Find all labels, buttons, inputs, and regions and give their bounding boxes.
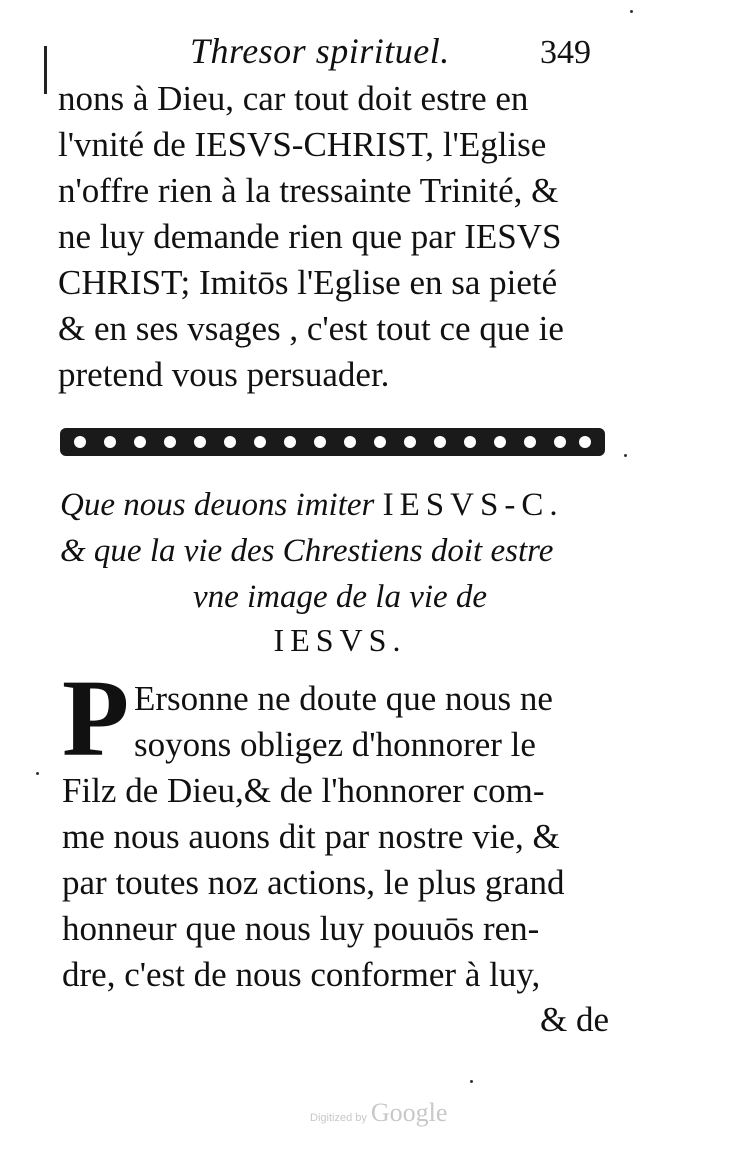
page-number: 349 bbox=[540, 34, 591, 71]
text-line: CHRIST; Imitōs l'Eglise en sa pieté bbox=[58, 263, 558, 302]
digitized-label: Digitized by bbox=[310, 1112, 367, 1124]
text-line: & en ses vsages , c'est tout ce que ie bbox=[58, 309, 564, 348]
text-line: n'offre rien à la tressainte Trinité, & bbox=[58, 171, 559, 210]
paragraph-line: Filz de Dieu,& de l'honnorer com- bbox=[62, 771, 545, 810]
heading-line-3: vne image de la vie de bbox=[192, 579, 488, 615]
paragraph-line: dre, c'est de nous conformer à luy, bbox=[62, 955, 541, 994]
paragraph-line: me nous auons dit par nostre vie, & bbox=[62, 817, 560, 856]
paragraph bbox=[62, 676, 622, 998]
text-line: pretend vous persuader. bbox=[58, 355, 390, 394]
paragraph-line: par toutes noz actions, le plus grand bbox=[62, 863, 565, 902]
margin-mark bbox=[44, 46, 47, 94]
text-line: nons à Dieu, car tout doit estre en bbox=[58, 79, 529, 118]
catchword: & de bbox=[540, 1000, 610, 1039]
heading-line-1 bbox=[60, 482, 620, 528]
heading-italic: Que nous deuons imiter bbox=[60, 487, 383, 523]
digitized-watermark bbox=[310, 1098, 447, 1128]
running-title: Thresor spirituel. bbox=[190, 31, 450, 71]
heading-line-4: IESVS. bbox=[273, 622, 407, 658]
text-line: ne luy demande rien que par IESVS bbox=[58, 217, 562, 256]
paragraph-line: honneur que nous luy pouuōs ren- bbox=[62, 909, 540, 948]
running-head bbox=[0, 22, 732, 72]
heading-line-2: & que la vie des Chrestiens doit estre bbox=[60, 533, 554, 569]
ink-speck bbox=[630, 10, 633, 13]
paragraph-line: Ersonne ne doute que nous ne bbox=[134, 679, 553, 718]
body-text bbox=[58, 76, 618, 398]
decorative-ornament-band bbox=[60, 422, 605, 462]
ink-speck bbox=[624, 454, 627, 457]
ink-speck bbox=[470, 1080, 473, 1083]
ink-speck bbox=[36, 772, 39, 775]
paragraph-line: soyons obligez d'honnorer le bbox=[134, 725, 536, 764]
heading-caps: IESVS-C. bbox=[382, 487, 564, 523]
google-logo: Google bbox=[370, 1098, 448, 1127]
section-heading bbox=[60, 482, 620, 620]
text-line: l'vnité de IESVS-CHRIST, l'Eglise bbox=[58, 125, 547, 164]
drop-cap: P bbox=[62, 657, 130, 779]
